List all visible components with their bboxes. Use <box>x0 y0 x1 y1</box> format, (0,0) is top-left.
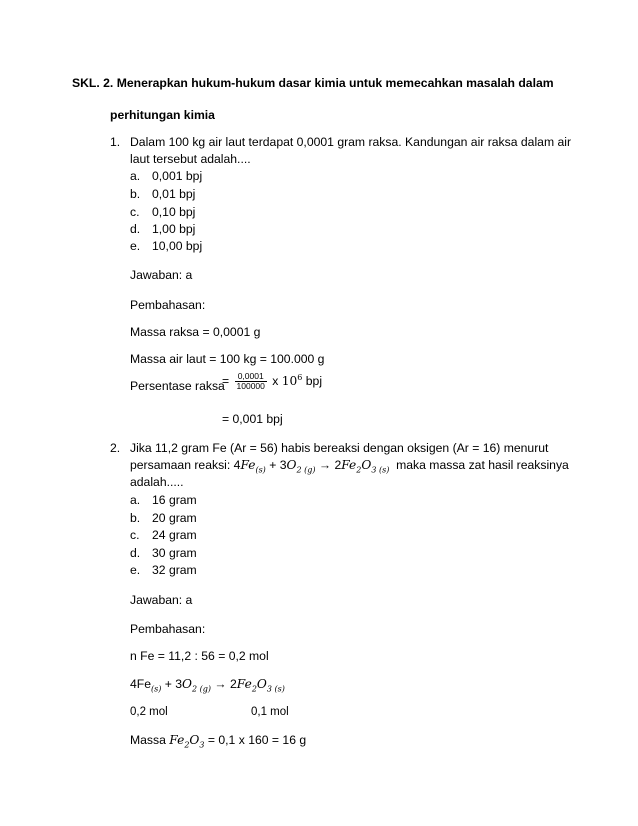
option-b <box>130 187 140 201</box>
question-text: Jika 11,2 gram Fe (Ar = 56) habis bereaksi dengan oksigen (Ar = 16) menurut <box>130 441 549 455</box>
power-exponent: 6 <box>297 373 303 382</box>
power-base: 10 <box>281 374 298 389</box>
option-letter: b. <box>130 187 141 201</box>
option-e <box>130 239 140 253</box>
fraction <box>235 372 267 392</box>
equation-prefix: persamaan reaksi: <box>130 458 231 472</box>
option-d-text: 30 gram <box>152 546 197 560</box>
option-c-text: 24 gram <box>152 528 197 542</box>
percentage-label: Persentase raksa <box>130 379 225 393</box>
option-letter: a. <box>130 169 141 183</box>
option-b <box>130 511 140 525</box>
question-number: 2. <box>110 441 121 455</box>
option-letter: d. <box>130 546 141 560</box>
question-text: laut tersebut adalah.... <box>130 152 251 166</box>
mass-calculation: Massa $Fe_2O_3 = 0,1$ x 160 = 16 g <box>130 733 307 750</box>
option-a-text: 0,001 bpj <box>152 169 203 183</box>
option-letter: c. <box>130 528 140 542</box>
question-text-equation-line <box>130 458 569 475</box>
equation-suffix: maka massa zat hasil reaksinya <box>396 458 569 472</box>
option-letter: a. <box>130 493 141 507</box>
option-a <box>130 493 140 507</box>
option-e-text: 32 gram <box>152 563 197 577</box>
option-d-text: 1,00 bpj <box>152 222 196 236</box>
option-e <box>130 563 140 577</box>
discussion-label: Pembahasan: <box>130 622 206 636</box>
times-sign: x <box>272 374 279 389</box>
section-heading: SKL. 2. Menerapkan hukum-hukum dasar kimia untuk memecahkan masalah dalam <box>72 76 554 90</box>
question-text: adalah..... <box>130 475 184 489</box>
question-text: Dalam 100 kg air laut terdapat 0,0001 gram raksa. Kandungan air raksa dalam air <box>130 135 572 149</box>
option-b-text: 20 gram <box>152 511 197 525</box>
option-letter: b. <box>130 511 141 525</box>
option-d <box>130 546 140 560</box>
option-letter: c. <box>130 205 140 219</box>
option-c <box>130 528 139 542</box>
mol-right: 0,1 mol <box>251 706 289 718</box>
reaction-equation: $4Fe_{(s)} + 3O_{2 (g)} \to 2Fe_2O_{3 (s)}$ <box>233 458 390 475</box>
fraction-numerator: 0,0001 <box>235 372 267 382</box>
option-a <box>130 169 140 183</box>
discussion-line: Massa raksa = 0,0001 g <box>130 325 261 339</box>
percentage-formula <box>222 372 322 392</box>
option-letter: e. <box>130 563 141 577</box>
answer: Jawaban: a <box>130 593 193 607</box>
discussion-line: Massa air laut = 100 kg = 100.000 g <box>130 352 325 366</box>
option-c <box>130 205 139 219</box>
reaction-equation-line: $4Fe_{(s)} + 3O_{2 (g)} \to 2Fe_2O_{3 (s)}$ <box>130 677 285 694</box>
answer: Jawaban: a <box>130 268 193 282</box>
discussion-label: Pembahasan: <box>130 298 206 312</box>
equals-sign: = <box>222 374 230 389</box>
section-heading-continued: perhitungan kimia <box>110 108 215 122</box>
mass-suffix: = 0,1 x 160 = 16 g <box>207 733 307 747</box>
option-a-text: 16 gram <box>152 493 197 507</box>
option-letter: e. <box>130 239 141 253</box>
option-letter: d. <box>130 222 141 236</box>
discussion-line: n Fe = 11,2 : 56 = 0,2 mol <box>130 649 269 663</box>
result: = 0,001 bpj <box>222 412 283 426</box>
mass-prefix: Massa <box>130 733 166 747</box>
mol-left: 0,2 mol <box>130 706 168 718</box>
option-e-text: 10,00 bpj <box>152 239 203 253</box>
option-d <box>130 222 140 236</box>
option-c-text: 0,10 bpj <box>152 205 196 219</box>
question-number: 1. <box>110 135 121 149</box>
option-b-text: 0,01 bpj <box>152 187 196 201</box>
unit: bpj <box>305 374 323 389</box>
fraction-denominator: 100000 <box>236 381 265 392</box>
